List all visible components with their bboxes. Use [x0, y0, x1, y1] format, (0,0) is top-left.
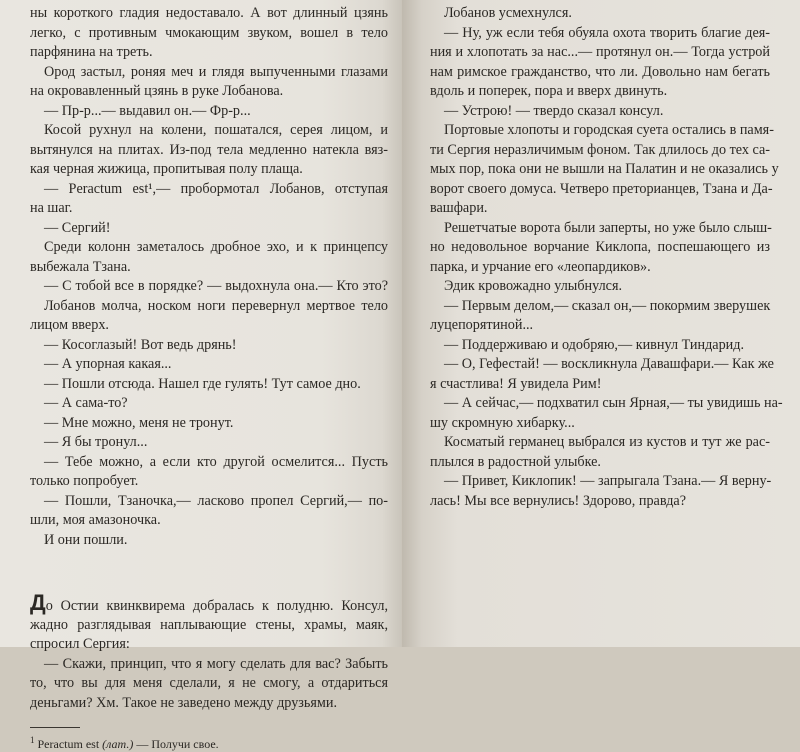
footnote-language: (лат.) — [102, 737, 134, 751]
text-line: жадно разглядывая наплывающие стены, храмы, маяк, — [30, 616, 388, 633]
text-line: легко, с противным чмокающим звуком, вошел в тело — [30, 24, 388, 41]
text-line: — Пр-р...— выдавил он.— Фр-р... — [44, 102, 251, 119]
text-line: Портовые хлопоты и городская суета остались в памя- — [444, 122, 774, 138]
text-line: лицом вверх. — [30, 317, 109, 333]
text-line: Косматый германец выбрался из кустов и тут же рас- — [444, 434, 770, 450]
text-line: парфянина на треть. — [30, 44, 153, 60]
text-line: Эдик кровожадно улыбнулся. — [444, 278, 623, 294]
text-line: И они пошли. — [44, 531, 128, 548]
text-line: но недовольное ворчание Киклопа, поспешающего из — [430, 239, 770, 255]
text-line: — Пошли, Тзаночка,— ласково пропел Сергий,— по- — [44, 492, 388, 509]
left-text-block-2 — [30, 616, 388, 714]
text-line: ния и хлопотать за нас...— протянул он.— Тогда устрой — [430, 44, 770, 60]
text-line: луцепорятиной... — [430, 317, 534, 333]
text-line: на шаг. — [30, 200, 73, 216]
opening-line-text: о Остии квинквирема добралась к полудню. Консул, — [45, 598, 388, 614]
text-line: деньгами? Хм. Такое не заведено между друзьями. — [30, 694, 338, 711]
left-text-block — [30, 4, 388, 550]
text-line: — Ну, уж если тебя обуяла охота творить благие дея- — [444, 24, 770, 41]
text-line: — Привет, Киклопик! — запрыгала Тзана.— Я верну- — [444, 473, 772, 489]
text-line: Решетчатые ворота были заперты, но уже было слыш- — [444, 219, 772, 236]
footnote — [30, 736, 388, 752]
text-line: — А упорная какая... — [44, 356, 172, 372]
text-line: нам римское гражданство, что ли. Довольно нам бегать — [430, 63, 770, 80]
text-line: только попробует. — [30, 473, 139, 489]
text-line: — С тобой все в порядке? — выдохнула она.— Кто это? — [44, 278, 388, 294]
text-line: то, что вы для меня сделали, я не смогу, а отдариться — [30, 675, 388, 691]
right-text-block — [430, 4, 783, 511]
text-line: — Я бы тронул... — [44, 434, 148, 450]
text-line: ны короткого гладия недоставало. А вот длинный цзянь — [30, 5, 388, 21]
text-line: — Поддерживаю и одобряю,— кивнул Тиндарид. — [444, 336, 745, 353]
text-line: — Тебе можно, а если кто другой осмелится... Пусть — [44, 453, 388, 470]
text-line: — Устрою! — твердо сказал консул. — [444, 102, 664, 119]
text-line: — Мне можно, меня не тронут. — [44, 414, 234, 431]
text-line: кая черная жижица, пропитывая полу плаща. — [30, 161, 303, 177]
drop-cap: Д — [30, 590, 46, 615]
text-line: — Пошли отсюда. Нашел где гулять! Тут самое дно. — [44, 375, 361, 392]
text-line: Лобанов усмехнулся. — [444, 5, 572, 21]
text-line: лась! Мы все вернулись! Здорово, правда? — [430, 492, 687, 509]
text-line: я счастлива! Я увидела Рим! — [430, 375, 602, 392]
text-line: ти Сергия неразличимым фоном. Так длилось до тех са- — [430, 141, 771, 158]
text-line: — Первым делом,— сказал он,— покормим зверушек — [444, 297, 771, 314]
text-line: шли, моя амазоночка. — [30, 512, 161, 528]
footnote-mark: 1 — [30, 735, 35, 745]
text-line: шу скромную хибарку... — [430, 414, 575, 431]
text-line: — Сергий! — [44, 219, 111, 236]
text-line: вытянулся на плитах. Из-под тела медленно натекла вяз- — [30, 141, 388, 158]
footnote-text: — Получи свое. — [136, 737, 219, 751]
text-line: на окровавленный цзянь в руке Лобанова. — [30, 83, 284, 99]
text-line: Лобанов молча, носком ноги перевернул мертвое тело — [44, 297, 388, 314]
text-line: — О, Гефестай! — воскликнула Давашфари.— Как же — [444, 356, 774, 372]
chapter-opening-line — [30, 590, 388, 616]
text-line: мых пор, пока они не вышли на Палатин и не оказались у — [430, 161, 779, 177]
text-line: Ород застыл, роняя меч и глядя выпученными глазами — [44, 63, 388, 80]
text-line: — Peractum est¹,— пробормотал Лобанов, отступая — [44, 180, 388, 197]
text-line: плылся в радостной улыбке. — [430, 453, 601, 470]
section-break — [30, 550, 388, 596]
footnote-divider — [30, 727, 80, 728]
text-line: — А сейчас,— подхватил сын Ярная,— ты увидишь на- — [444, 395, 783, 411]
text-line: — А сама-то? — [44, 395, 128, 411]
footnote-term: Peractum est — [37, 737, 100, 751]
text-line: Среди колонн заметалось дробное эхо, и к принцепсу — [44, 239, 388, 255]
text-line: вдоль и поперек, пора и вверх двинуть. — [430, 83, 668, 99]
right-page — [402, 0, 800, 647]
text-line: вашфари. — [430, 200, 488, 216]
text-line: Косой рухнул на колени, пошатался, серея лицом, и — [44, 122, 388, 138]
text-line: ворот своего домуса. Четверо преторианцев, Тзана и Да- — [430, 180, 773, 197]
text-line: парка, и урчание его «леопардиков». — [430, 258, 651, 275]
text-line: — Скажи, принцип, что я могу сделать для вас? Забыть — [44, 655, 388, 672]
text-line: выбежала Тзана. — [30, 258, 131, 275]
text-line: спросил Сергия: — [30, 636, 130, 652]
text-line: — Косоглазый! Вот ведь дрянь! — [44, 336, 237, 353]
